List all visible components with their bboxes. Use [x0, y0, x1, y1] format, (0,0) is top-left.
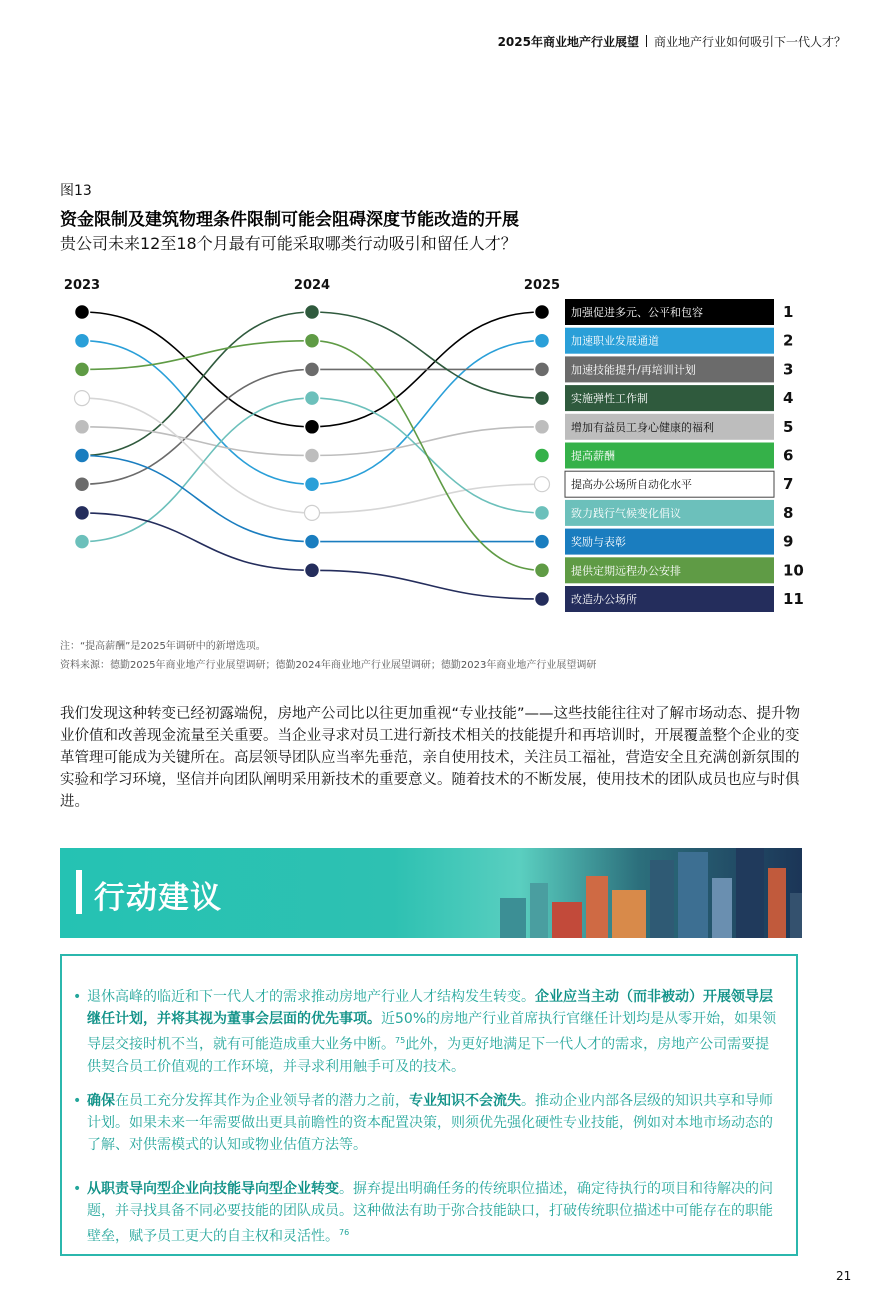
rank-number: 4 [783, 389, 794, 408]
rank-number: 9 [783, 532, 794, 551]
banner-title: 行动建议 [94, 880, 222, 916]
bullet-dot: • [73, 1093, 82, 1109]
rank-number: 7 [783, 475, 794, 494]
rank-number: 11 [783, 590, 804, 608]
series-dot [535, 305, 550, 320]
series-dot [535, 333, 550, 348]
rank-number: 2 [783, 331, 794, 350]
series-dot [535, 419, 550, 434]
rank-number: 10 [783, 561, 804, 580]
header-divider [646, 35, 647, 47]
series-dot [535, 477, 550, 492]
legend-label: 实施弹性工作制 [571, 392, 648, 406]
chart-note: 注：“提高薪酬”是2025年调研中的新增选项。 [60, 641, 266, 652]
series-line [312, 570, 542, 599]
series-dot [535, 391, 550, 406]
bullet-dot: • [73, 1181, 82, 1197]
bullet-dot: • [73, 989, 82, 1005]
series-dot [75, 391, 90, 406]
legend-label: 提供定期远程办公安排 [571, 564, 681, 578]
report-title: 2025年商业地产行业展望 [497, 35, 639, 49]
series-line [312, 312, 542, 398]
series-dot [305, 563, 320, 578]
legend-label: 加速技能提升/再培训计划 [571, 363, 696, 377]
rank-number: 3 [783, 360, 794, 379]
figure-subtitle: 贵公司未来12至18个月最有可能采取哪类行动吸引和留任人才？ [60, 234, 517, 253]
series-line [82, 312, 312, 456]
series-line [82, 341, 312, 485]
series-line [312, 427, 542, 456]
section-title: 商业地产行业如何吸引下一代人才？ [653, 35, 846, 49]
series-dot [535, 534, 550, 549]
rank-number: 5 [783, 417, 794, 436]
year-label: 2025 [523, 278, 561, 293]
series-line [312, 341, 542, 571]
series-dot [305, 419, 320, 434]
banner-accent-bar [76, 870, 82, 914]
series-dot [305, 534, 320, 549]
legend-label: 奖励与表彰 [571, 535, 626, 549]
series-dot [75, 305, 90, 320]
figure-number: 图13 [60, 183, 92, 199]
series-dot [75, 419, 90, 434]
series-dot [305, 477, 320, 492]
recommendations-box [60, 954, 798, 1256]
legend-label: 加速职业发展通道 [571, 334, 659, 348]
legend-label: 提高薪酬 [571, 449, 615, 463]
series-dot [535, 592, 550, 607]
legend-label: 加强促进多元、公平和包容 [571, 306, 703, 319]
series-dot [305, 505, 320, 520]
series-dot [535, 505, 550, 520]
series-line [82, 513, 312, 570]
series-line [82, 456, 312, 542]
series-dot [75, 477, 90, 492]
page-number: 21 [836, 1269, 852, 1283]
series-line [82, 369, 312, 484]
legend-label: 致力践行气候变化倡议 [571, 506, 681, 520]
recommendation-item: • 退休高峰的临近和下一代人才的需求推动房地产行业人才结构发生转变。企业应当主动（而非被动）开展领导层继任计划，并将其视为董事会层面的优先事项。近50%的房地产行业首席执行官继任计划均是从零开始，如果领导层交接时机不当，就有可能造成重大业务中断。$^{75}$此外，为更好地满足下一代人才的需求，房地产公司需要提供契合员工价值观的工作环境，并寻求利用触手可及的技术。 [87, 986, 782, 1078]
rank-number: 6 [783, 446, 794, 465]
series-line [82, 398, 312, 513]
series-dot [535, 362, 550, 377]
series-dot [75, 505, 90, 520]
recommendation-item: • 从职责导向型企业向技能导向型企业转变。摒弃提出明确任务的传统职位描述，确定待执行的项目和待解决的问题，并寻找具备不同必要技能的团队成员。这种做法有助于弥合技能缺口，打破传统职位描述中可能存在的职能壁垒，赋予员工更大的自主权和灵活性。$^{76}$ [87, 1178, 782, 1248]
series-dot [305, 362, 320, 377]
figure-title: 资金限制及建筑物理条件限制可能会阻碍深度节能改造的开展 [60, 210, 519, 230]
legend-label: 增加有益员工身心健康的福利 [571, 420, 714, 434]
series-dot [75, 534, 90, 549]
series-line [82, 312, 312, 427]
series-dot [305, 391, 320, 406]
series-dot [305, 333, 320, 348]
year-label: 2024 [293, 278, 331, 293]
series-dot [305, 448, 320, 463]
rank-number: 8 [783, 503, 794, 522]
series-dot [75, 448, 90, 463]
bump-chart [0, 268, 888, 618]
action-banner [60, 848, 802, 938]
year-label: 2023 [63, 278, 101, 293]
series-dot [305, 305, 320, 320]
series-dot [535, 563, 550, 578]
series-line [82, 398, 312, 541]
series-line [312, 341, 542, 485]
chart-source: 资料来源：德勤2025年商业地产行业展望调研；德勤2024年商业地产行业展望调研；德勤2023年商业地产行业展望调研 [60, 660, 597, 671]
page-header [498, 33, 846, 50]
legend-label: 改造办公场所 [571, 593, 637, 606]
rank-number: 1 [783, 303, 794, 321]
series-dot [535, 448, 550, 463]
legend-label: 提高办公场所自动化水平 [571, 478, 692, 492]
series-dot [75, 362, 90, 377]
body-paragraph: 我们发现这种转变已经初露端倪，房地产公司比以往更加重视“专业技能”——这些技能往往对了解市场动态、提升物业价值和改善现金流量至关重要。当企业寻求对员工进行新技术相关的技能提升和再培训时，开展覆盖整个企业的变革管理可能成为关键所在。高层领导团队应当率先垂范，亲自使用技术，关注员工福祉，营造安全且充满创新氛围的实验和学习环境，坚信并向团队阐明采用新技术的重要意义。随着技术的不断发展，使用技术的团队成员也应与时俱进。 [60, 706, 801, 810]
series-dot [75, 333, 90, 348]
recommendation-item: • 确保在员工充分发挥其作为企业领导者的潜力之前，专业知识不会流失。推动企业内部各层级的知识共享和导师计划。如果未来一年需要做出更具前瞻性的资本配置决策，则须优先强化硬性专业技能，例如对本地市场动态的了解、对供需模式的认知或物业估值方法等。 [87, 1090, 782, 1156]
